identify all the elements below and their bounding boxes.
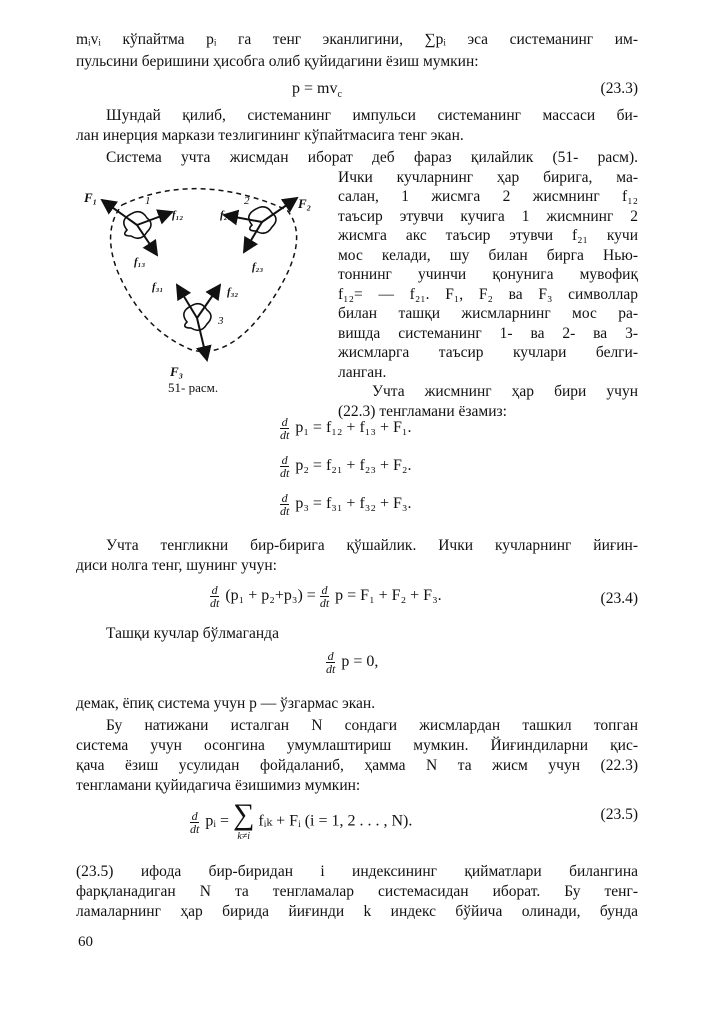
label-F3: F₃ <box>170 364 184 379</box>
text-line: мос келади, шу билан бирга Нью- <box>338 247 638 264</box>
equation-p2: $\frac{d}{dt}$ p₂ = f₂₁ + f₂₃ + F₂. <box>280 453 412 480</box>
text-line: билан ташқи жисмларнинг мос ра- <box>338 305 638 322</box>
text-line: демак, ёпиқ система учун p — ўзгармас экан. <box>76 695 376 712</box>
equation-23-5: $\frac{d}{dt}$ pᵢ = ∑ k≠i fᵢₖ + Fᵢ (i = 1, 2 . . . , N). <box>190 798 413 842</box>
text-line: Ички кучларнинг ҳар бирига, ма- <box>338 169 638 186</box>
text-line: жисмга акс таъсир этувчи f₂₁ кучи <box>338 227 638 244</box>
text-line: диси нолга тенг, шунинг учун: <box>76 557 277 574</box>
text-line: Учта тенгликни бир-бирига қўшайлик. Ички кучларнинг йиғин- <box>106 537 638 554</box>
text-line: Ташқи кучлар бўлмаганда <box>106 625 279 642</box>
text-line: фарқланадиган N та тенгламалар системасидан иборат. Бу тенг- <box>76 883 638 900</box>
system-boundary <box>111 189 297 352</box>
text-line: Система учта жисмдан иборат деб фараз қилайлик (51- расм). <box>106 149 638 166</box>
text-line: (23.5) ифода бир-биридан i индексининг қийматлари билангина <box>76 863 638 880</box>
equation-23-4: $\frac{d}{dt}$ (p₁ + p₂+p₃) = $\frac{d}{dt}$ p = F₁ + F₂ + F₃. <box>210 583 442 610</box>
text-line: пульсини беришини ҳисобга олиб қуйидагини ёзиш мумкин: <box>76 53 479 70</box>
label-f12: f₁₂ <box>172 209 184 221</box>
text-line: вишда системанинг 1- ва 2- ва 3- <box>338 325 638 342</box>
equation-23-3: $p = mv_c$ <box>292 80 342 101</box>
text-line: таъсир этувчи кучига 1 жисмнинг 2 <box>338 208 638 225</box>
label-f21: f₂₁ <box>220 209 232 221</box>
text-line: Учта жисмнинг ҳар бири учун <box>372 383 638 400</box>
equation-number: (23.4) <box>600 590 638 607</box>
text-line: қача ёзиш усулидан фойдаланиб, ҳамма N та жисм учун (22.3) <box>76 757 638 774</box>
text-line: жисмларга таъсир кучлари белги- <box>338 344 638 361</box>
text-line: mᵢvᵢ кўпайтма pᵢ га тенг эканлигини, ∑pᵢ эса системанинг им- <box>76 31 638 48</box>
label-3: 3 <box>218 315 224 327</box>
label-F2: F₂ <box>298 196 312 211</box>
equation-p3: $\frac{d}{dt}$ p₃ = f₃₁ + f₃₂ + F₃. <box>280 491 412 518</box>
text-line: тенгламани қуйидагича ёзишимиз мумкин: <box>76 777 361 794</box>
label-f23: f₂₃ <box>252 261 264 273</box>
text-line: ланган. <box>338 364 387 381</box>
equation-zero: $\frac{d}{dt}$ p = 0, <box>326 649 379 676</box>
page-number: 60 <box>78 934 93 950</box>
label-f13: f₁₃ <box>134 256 146 268</box>
label-f31: f₃₁ <box>152 281 164 293</box>
equation-number: (23.3) <box>600 80 638 97</box>
figure-51 <box>72 160 322 400</box>
equation-number: (23.5) <box>600 806 638 823</box>
text-line: Бу натижани исталган N сондаги жисмлардан ташкил топган <box>106 717 638 734</box>
label-2: 2 <box>244 195 250 207</box>
text-line: система учун осонгина умумлаштириш мумкин. Йиғиндиларни қис- <box>76 737 638 754</box>
label-f32: f₃₂ <box>227 286 239 298</box>
text-line: ламаларнинг ҳар бирида йиғинди k индекс бўйича олинади, бунда <box>76 903 638 920</box>
figure-caption: 51- расм. <box>168 380 219 395</box>
text-line: тоннинг учинчи қонунига мувофиқ <box>338 266 638 283</box>
text-line: лан инерция маркази тезлигининг кўпайтмасига тенг экан. <box>76 127 464 144</box>
equation-p1: $\frac{d}{dt}$ p₁ = f₁₂ + f₁₃ + F₁. <box>280 415 412 442</box>
text-line: Шундай қилиб, системанинг импульси системанинг массаси би- <box>106 107 638 124</box>
text-line: салан, 1 жисмга 2 жисмнинг f₁₂ <box>338 188 638 205</box>
label-1: 1 <box>145 195 151 207</box>
text-line: (22.3) тенгламани ёзамиз: <box>338 403 507 420</box>
label-F1: F₁ <box>84 190 98 205</box>
text-line: f₁₂= — f₂₁. F₁, F₂ ва F₃ символлар <box>338 286 638 303</box>
